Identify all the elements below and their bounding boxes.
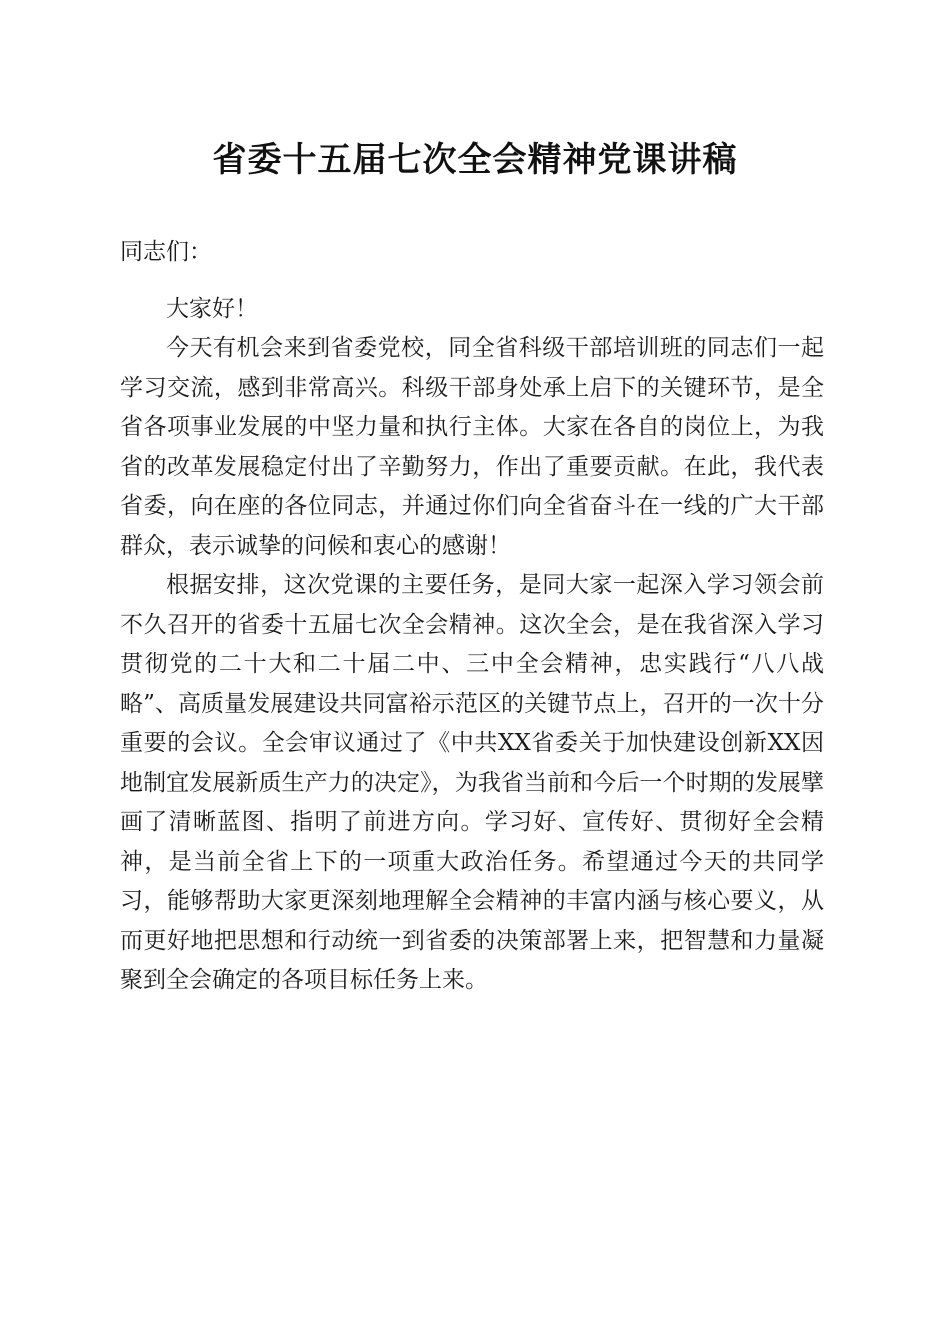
greeting: 大家好！ [166, 295, 258, 322]
paragraph-2: 根据安排，这次党课的主要任务，是同大家一起深入学习领会前不久召开的省委十五届七次全会精神。这次全会，是在我省深入学习贯彻党的二十大和二十届二中、三中全会精神，忠实践行“八八战略”、高质量发展建设共同富裕示范区的关键节点上，召开的一次十分重要的会议。全会审议通过了《中共XX省委关于加快建设创新XX因地制宜发展新质生产力的决定》，为我省当前和今后一个时期的发展擘画了清晰蓝图、指明了前进方向。学习好、宣传好、贯彻好全会精神，是当前全省上下的一项重大政治任务。希望通过今天的共同学习，能够帮助大家更深刻地理解全会精神的丰富内涵与核心要义，从而更好地把思想和行动统一到省委的决策部署上来，把智慧和力量凝聚到全会确定的各项目标任务上来。 [120, 572, 824, 993]
salutation: 同志们： [120, 239, 212, 265]
document-title: 省委十五届七次全会精神党课讲稿 [212, 140, 738, 180]
paragraph-1: 今天有机会来到省委党校，同全省科级干部培训班的同志们一起学习交流，感到非常高兴。科级干部身处承上启下的关键环节，是全省各项事业发展的中坚力量和执行主体。大家在各自的岗位上，为我省的改革发展稳定付出了辛勤努力，作出了重要贡献。在此，我代表省委，向在座的各位同志，并通过你们向全省奋斗在一线的广大干部群众，表示诚挚的问候和衷心的感谢！ [120, 335, 824, 559]
document-body [120, 233, 824, 1001]
